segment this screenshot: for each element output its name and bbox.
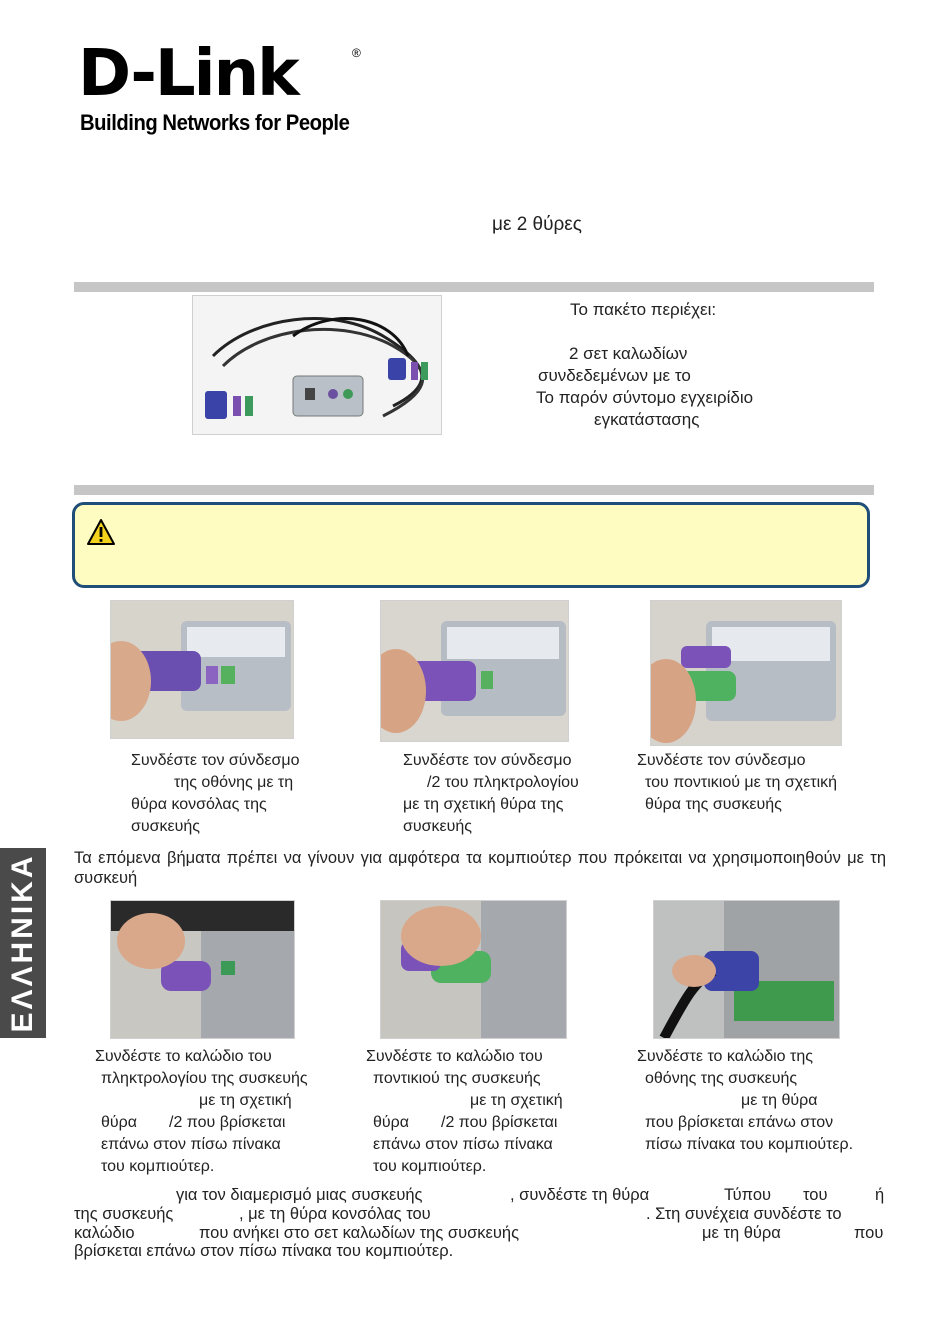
section-divider (74, 282, 874, 292)
warning-icon (86, 518, 116, 546)
pc-photo-monitor (653, 900, 840, 1039)
brand-logo: D-Link (78, 37, 298, 111)
step-caption-line: του κομπιούτερ. (373, 1158, 487, 1175)
step-caption-line: με τη σχετική θύρα της (403, 796, 564, 813)
step-caption-line: /2 του πληκτρολογίου (427, 774, 579, 791)
step-caption-line: του κομπιούτερ. (101, 1158, 215, 1175)
step-caption-line: του ποντικιού με τη σχετική (645, 774, 838, 791)
step-caption-line: Συνδέστε το καλώδιο της (637, 1048, 813, 1065)
step-caption-line: πληκτρολογίου της συσκευής (101, 1070, 308, 1087)
step-caption-line: /2 που βρίσκεται (169, 1114, 286, 1131)
text-fragment: του (803, 1186, 828, 1204)
package-line: συνδεδεμένων με το (538, 366, 691, 385)
warning-box (72, 502, 870, 588)
step-caption-line: επάνω στον πίσω πίνακα (101, 1136, 281, 1153)
step-photo-monitor (110, 600, 294, 739)
intro-paragraph: Τα επόμενα βήματα πρέπει να γίνουν για αμφότερα τα κομπιούτερ που πρόκειται να χρησιμοποιηθούν με τη συσκευή (74, 849, 886, 887)
step-caption-line: που βρίσκεται επάνω στον (645, 1114, 834, 1131)
text-fragment: , συνδέστε τη θύρα (510, 1186, 650, 1204)
text-fragment: , με τη θύρα κονσόλας του (239, 1205, 431, 1223)
package-line: 2 σετ καλωδίων (569, 344, 688, 363)
step-caption-line: θύρα κονσόλας της (131, 796, 267, 813)
page-subtitle: με 2 θύρες (492, 214, 582, 235)
step-photo-mouse (650, 600, 842, 746)
step-caption-line: συσκευής (131, 818, 200, 835)
text-fragment: που (854, 1224, 884, 1242)
text-fragment: που ανήκει στο σετ καλωδίων της συσκευής (199, 1224, 520, 1242)
step-caption-line: ποντικιού της συσκευής (373, 1070, 541, 1087)
step-caption-line: Συνδέστε τον σύνδεσμο (403, 752, 572, 769)
step-caption-line: με τη σχετική (199, 1092, 292, 1109)
language-label: ΕΛΛΗΝΙΚΑ (6, 853, 39, 1033)
step-caption-line: Συνδέστε τον σύνδεσμο (637, 752, 806, 769)
text-fragment: με τη θύρα (702, 1224, 781, 1242)
step-caption-line: με τη θύρα (741, 1092, 818, 1109)
section-divider (74, 485, 874, 495)
registered-mark: ® (352, 46, 361, 60)
pc-photo-mouse (380, 900, 567, 1039)
step-photo-keyboard (380, 600, 569, 742)
step-caption-line: Συνδέστε το καλώδιο του (366, 1048, 543, 1065)
step-caption-line: συσκευής (403, 818, 472, 835)
text-fragment: . Στη συνέχεια συνδέστε το (646, 1205, 842, 1223)
package-line: Το παρόν σύντομο εγχειρίδιο (536, 388, 754, 407)
step-caption-line: της οθόνης με τη (174, 774, 294, 791)
package-heading: Το πακέτο περιέχει: (570, 300, 717, 319)
step-caption-line: οθόνης της συσκευής (645, 1070, 798, 1087)
step-caption-line: θύρα (101, 1114, 137, 1131)
text-fragment: ή (875, 1186, 885, 1204)
step-caption-line: Συνδέστε τον σύνδεσμο (131, 752, 300, 769)
step-caption-line: θύρα της συσκευής (645, 796, 782, 813)
text-fragment: της συσκευής (74, 1205, 174, 1223)
step-caption-line: θύρα (373, 1114, 409, 1131)
step-caption-line: /2 που βρίσκεται (441, 1114, 558, 1131)
step-caption-line: πίσω πίνακα του κομπιούτερ. (645, 1136, 854, 1153)
language-side-tab (0, 848, 46, 1038)
text-fragment: Τύπου (724, 1186, 772, 1204)
text-fragment: βρίσκεται επάνω στον πίσω πίνακα του κομπιούτερ. (74, 1242, 454, 1260)
step-caption-line: με τη σχετική (470, 1092, 563, 1109)
pc-photo-keyboard (110, 900, 295, 1039)
brand-tagline: Building Networks for People (80, 110, 350, 135)
step-caption-line: Συνδέστε το καλώδιο του (95, 1048, 272, 1065)
text-fragment: καλώδιο (74, 1224, 135, 1242)
package-line: εγκατάστασης (594, 410, 700, 429)
package-contents-photo (192, 295, 442, 435)
text-fragment: για τον διαμερισμό μιας συσκευής (176, 1186, 423, 1204)
step-caption-line: επάνω στον πίσω πίνακα (373, 1136, 553, 1153)
